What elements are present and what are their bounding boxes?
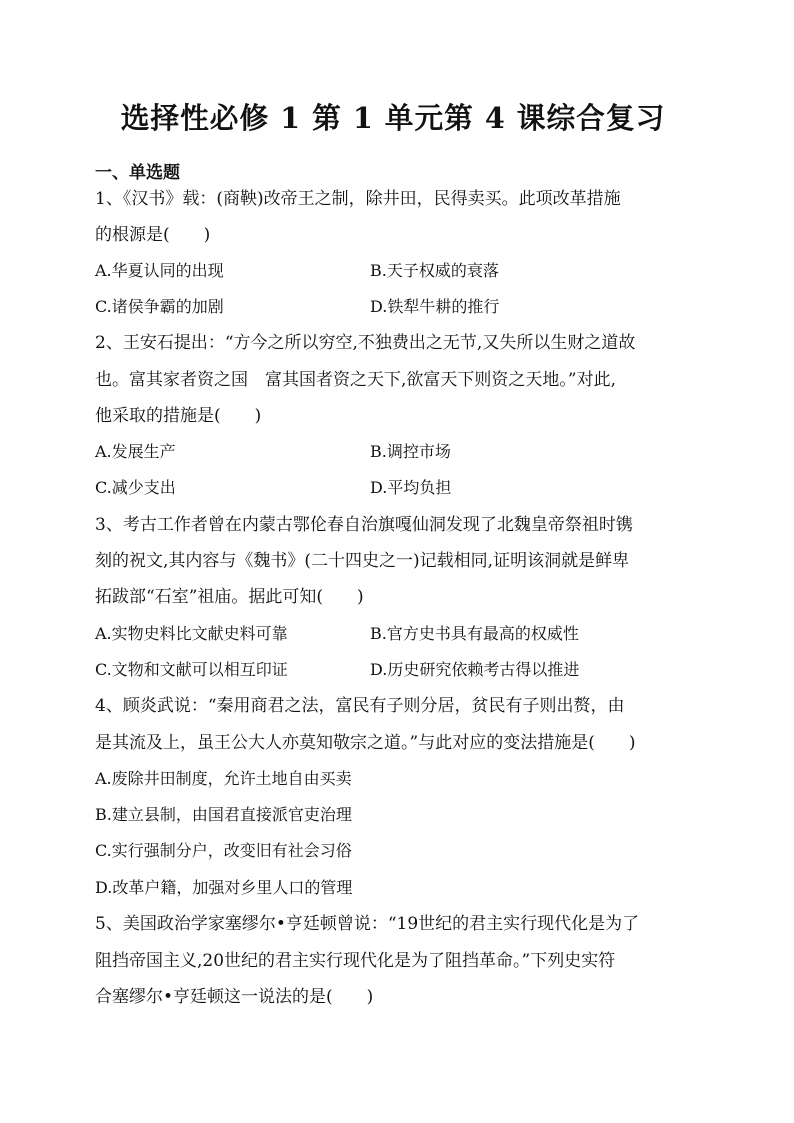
question-1-line-1: 1、《汉书》载：(商鞅)改帝王之制，除井田，民得卖买。此项改革措施 bbox=[95, 189, 621, 209]
question-2-option-b: B.调控市场 bbox=[370, 442, 451, 461]
question-1-line-2: 的根源是( ) bbox=[95, 225, 211, 245]
question-3-option-a: A.实物史料比文献史料可靠 bbox=[95, 624, 288, 643]
question-1-option-b: B.天子权威的衰落 bbox=[370, 261, 499, 280]
question-1-option-c: C.诸侯争霸的加剧 bbox=[95, 297, 224, 316]
question-1-option-a: A.华夏认同的出现 bbox=[95, 261, 224, 280]
question-4-option-d: D.改革户籍，加强对乡里人口的管理 bbox=[95, 878, 353, 897]
question-5-line-1: 5、美国政治学家塞缪尔•亨廷顿曾说：“19世纪的君主实行现代化是为了 bbox=[95, 914, 640, 934]
question-4-option-a: A.废除井田制度，允许土地自由买卖 bbox=[95, 769, 352, 788]
question-3-option-c: C.文物和文献可以相互印证 bbox=[95, 660, 288, 679]
question-3-line-3: 拓跋部“石室”祖庙。据此可知( ) bbox=[95, 587, 364, 607]
question-4-option-b: B.建立县制，由国君直接派官吏治理 bbox=[95, 805, 352, 824]
question-2-line-1: 2、王安石提出：“方今之所以穷空,不独费出之无节,又失所以生财之道故 bbox=[95, 333, 636, 353]
question-3-line-2: 刻的祝文,其内容与《魏书》(二十四史之一)记载相同,证明该洞就是鲜卑 bbox=[95, 551, 630, 571]
question-3-line-1: 3、考古工作者曾在内蒙古鄂伦春自治旗嘎仙洞发现了北魏皇帝祭祖时镌 bbox=[95, 515, 633, 535]
question-2-line-3: 他采取的措施是( ) bbox=[95, 406, 262, 426]
question-4-line-1: 4、顾炎武说：“秦用商君之法，富民有子则分居，贫民有子则出赘，由 bbox=[95, 696, 625, 716]
question-5-line-3: 合塞缪尔•亨廷顿这一说法的是( ) bbox=[95, 987, 374, 1007]
question-3-option-b: B.官方史书具有最高的权威性 bbox=[370, 624, 579, 643]
question-2-option-a: A.发展生产 bbox=[95, 442, 176, 461]
question-3-option-d: D.历史研究依赖考古得以推进 bbox=[370, 660, 580, 679]
question-2-line-2: 也。富其家者资之国 富其国者资之天下,欲富天下则资之天地。”对此, bbox=[95, 370, 616, 390]
section-heading: 一、单选题 bbox=[95, 163, 180, 183]
document-title: 选择性必修 1 第 1 单元第 4 课综合复习 bbox=[120, 101, 666, 135]
question-2-option-c: C.减少支出 bbox=[95, 478, 176, 497]
question-4-line-2: 是其流及上，虽王公大人亦莫知敬宗之道。”与此对应的变法措施是( ) bbox=[95, 733, 636, 753]
question-2-option-d: D.平均负担 bbox=[370, 478, 452, 497]
question-1-option-d: D.铁犁牛耕的推行 bbox=[370, 297, 500, 316]
question-5-line-2: 阻挡帝国主义,20世纪的君主实行现代化是为了阻挡革命。”下列史实符 bbox=[95, 951, 616, 971]
question-4-option-c: C.实行强制分户，改变旧有社会习俗 bbox=[95, 841, 352, 860]
